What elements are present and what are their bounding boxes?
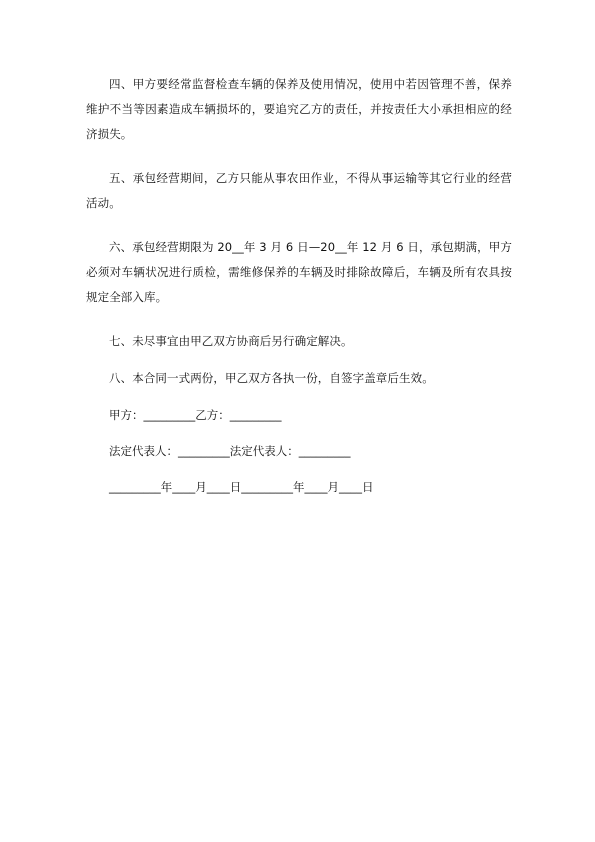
spacer bbox=[86, 427, 512, 439]
clause-5: 五、承包经营期间，乙方只能从事农田作业，不得从事运输等其它行业的经营活动。 bbox=[86, 171, 512, 210]
clause-7: 七、未尽事宜由甲乙双方协商后另行确定解决。 bbox=[109, 334, 353, 348]
spacer bbox=[86, 463, 512, 475]
spacer bbox=[86, 310, 512, 329]
spacer bbox=[86, 354, 512, 366]
signature-representatives-line: 法定代表人：_________法定代表人：_________ bbox=[109, 444, 351, 458]
contract-body bbox=[86, 72, 512, 499]
spacer bbox=[86, 216, 512, 235]
spacer bbox=[86, 147, 512, 166]
signature-date-line: _________年____月____日_________年____月____日 bbox=[109, 480, 374, 494]
signature-parties-line: 甲方：_________乙方：_________ bbox=[109, 408, 282, 422]
spacer bbox=[86, 391, 512, 403]
clause-4: 四、甲方要经常监督检查车辆的保养及使用情况，使用中若因管理不善，保养维护不当等因素造成车辆损坏的，要追究乙方的责任，并按责任大小承担相应的经济损失。 bbox=[86, 77, 512, 141]
clause-8: 八、本合同一式两份，甲乙双方各执一份，自签字盖章后生效。 bbox=[109, 371, 434, 385]
clause-6: 六、承包经营期限为 20__年 3 月 6 日—20__年 12 月 6 日，承包期满，甲方必须对车辆状况进行质检，需维修保养的车辆及时排除故障后，车辆及所有农具按规定全部入库。 bbox=[86, 240, 512, 304]
